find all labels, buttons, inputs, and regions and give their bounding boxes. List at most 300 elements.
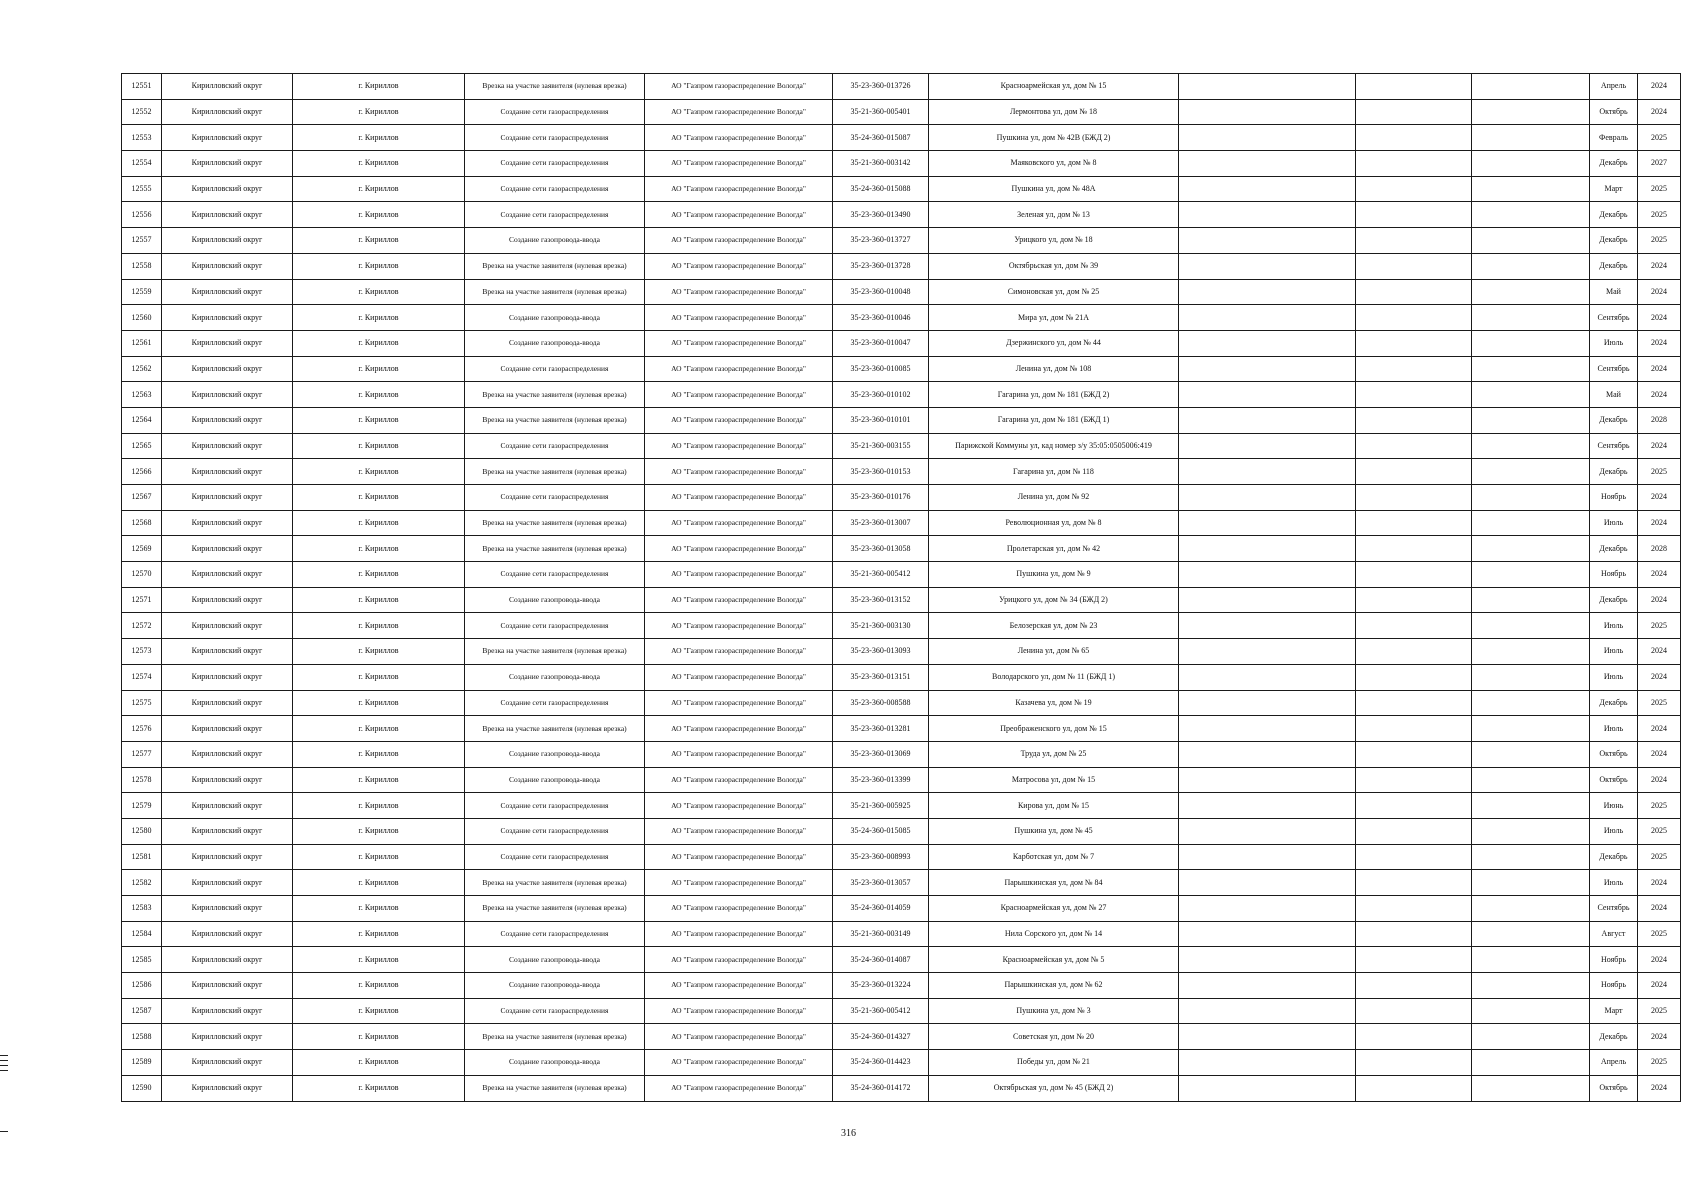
cell-month: Июль xyxy=(1590,330,1638,356)
cell-district: Кирилловский округ xyxy=(162,1024,293,1050)
cell-extra-3 xyxy=(1472,151,1590,177)
cell-month: Август xyxy=(1590,921,1638,947)
cell-extra-3 xyxy=(1472,228,1590,254)
cell-month: Декабрь xyxy=(1590,151,1638,177)
cell-address: Гагарина ул, дом № 181 (БЖД 1) xyxy=(929,407,1179,433)
cell-extra-1 xyxy=(1179,664,1356,690)
cell-year: 2024 xyxy=(1638,587,1681,613)
cell-work-type: Создание газопровода-ввода xyxy=(465,587,645,613)
cell-organization: АО "Газпром газораспределение Вологда" xyxy=(645,793,833,819)
cell-address: Дзержинского ул, дом № 44 xyxy=(929,330,1179,356)
cell-year: 2025 xyxy=(1638,459,1681,485)
cell-organization: АО "Газпром газораспределение Вологда" xyxy=(645,896,833,922)
cell-application-number: 35-24-360-014423 xyxy=(833,1050,929,1076)
cell-extra-1 xyxy=(1179,330,1356,356)
cell-district: Кирилловский округ xyxy=(162,973,293,999)
cell-work-type: Создание сети газораспределения xyxy=(465,176,645,202)
table-row xyxy=(122,973,1681,999)
cell-district: Кирилловский округ xyxy=(162,562,293,588)
cell-month: Ноябрь xyxy=(1590,562,1638,588)
cell-district: Кирилловский округ xyxy=(162,74,293,100)
cell-extra-3 xyxy=(1472,793,1590,819)
cell-address: Урицкого ул, дом № 18 xyxy=(929,228,1179,254)
cell-month: Июль xyxy=(1590,639,1638,665)
table-row xyxy=(122,382,1681,408)
cell-application-number: 35-23-360-010047 xyxy=(833,330,929,356)
cell-extra-2 xyxy=(1356,664,1472,690)
cell-district: Кирилловский округ xyxy=(162,767,293,793)
cell-extra-3 xyxy=(1472,1075,1590,1101)
cell-row-number: 12557 xyxy=(122,228,162,254)
cell-work-type: Создание газопровода-ввода xyxy=(465,305,645,331)
cell-year: 2028 xyxy=(1638,407,1681,433)
cell-locality: г. Кириллов xyxy=(293,1075,465,1101)
cell-address: Пушкина ул, дом № 42В (БЖД 2) xyxy=(929,125,1179,151)
cell-district: Кирилловский округ xyxy=(162,536,293,562)
cell-row-number: 12564 xyxy=(122,407,162,433)
cell-row-number: 12576 xyxy=(122,716,162,742)
cell-extra-3 xyxy=(1472,587,1590,613)
cell-extra-2 xyxy=(1356,947,1472,973)
cell-organization: АО "Газпром газораспределение Вологда" xyxy=(645,973,833,999)
cell-row-number: 12570 xyxy=(122,562,162,588)
cell-extra-2 xyxy=(1356,1024,1472,1050)
cell-extra-2 xyxy=(1356,433,1472,459)
cell-extra-2 xyxy=(1356,1075,1472,1101)
cell-organization: АО "Газпром газораспределение Вологда" xyxy=(645,382,833,408)
cell-application-number: 35-23-360-008588 xyxy=(833,690,929,716)
cell-work-type: Врезка на участке заявителя (нулевая врезка) xyxy=(465,1024,645,1050)
cell-year: 2025 xyxy=(1638,921,1681,947)
cell-year: 2025 xyxy=(1638,844,1681,870)
cell-extra-1 xyxy=(1179,818,1356,844)
cell-application-number: 35-21-360-003142 xyxy=(833,151,929,177)
cell-row-number: 12559 xyxy=(122,279,162,305)
cell-year: 2024 xyxy=(1638,1024,1681,1050)
table-row xyxy=(122,485,1681,511)
cell-extra-1 xyxy=(1179,767,1356,793)
table-row xyxy=(122,896,1681,922)
cell-work-type: Врезка на участке заявителя (нулевая врезка) xyxy=(465,74,645,100)
cell-locality: г. Кириллов xyxy=(293,664,465,690)
cell-month: Март xyxy=(1590,998,1638,1024)
cell-locality: г. Кириллов xyxy=(293,1024,465,1050)
cell-organization: АО "Газпром газораспределение Вологда" xyxy=(645,407,833,433)
cell-organization: АО "Газпром газораспределение Вологда" xyxy=(645,356,833,382)
cell-district: Кирилловский округ xyxy=(162,947,293,973)
cell-year: 2024 xyxy=(1638,305,1681,331)
cell-extra-2 xyxy=(1356,382,1472,408)
cell-district: Кирилловский округ xyxy=(162,253,293,279)
cell-year: 2024 xyxy=(1638,870,1681,896)
cell-year: 2025 xyxy=(1638,793,1681,819)
cell-application-number: 35-21-360-005401 xyxy=(833,99,929,125)
cell-row-number: 12567 xyxy=(122,485,162,511)
cell-extra-3 xyxy=(1472,330,1590,356)
cell-year: 2024 xyxy=(1638,896,1681,922)
cell-year: 2024 xyxy=(1638,485,1681,511)
cell-row-number: 12561 xyxy=(122,330,162,356)
cell-extra-2 xyxy=(1356,202,1472,228)
table-row xyxy=(122,1024,1681,1050)
cell-extra-2 xyxy=(1356,896,1472,922)
cell-month: Июль xyxy=(1590,613,1638,639)
cell-locality: г. Кириллов xyxy=(293,690,465,716)
cell-year: 2024 xyxy=(1638,510,1681,536)
cell-extra-1 xyxy=(1179,690,1356,716)
cell-year: 2024 xyxy=(1638,664,1681,690)
table-row xyxy=(122,228,1681,254)
table-row xyxy=(122,664,1681,690)
cell-locality: г. Кириллов xyxy=(293,356,465,382)
cell-extra-3 xyxy=(1472,433,1590,459)
cell-month: Декабрь xyxy=(1590,690,1638,716)
cell-row-number: 12588 xyxy=(122,1024,162,1050)
cell-row-number: 12583 xyxy=(122,896,162,922)
cell-row-number: 12585 xyxy=(122,947,162,973)
cell-application-number: 35-21-360-003155 xyxy=(833,433,929,459)
cell-year: 2024 xyxy=(1638,253,1681,279)
table-row xyxy=(122,253,1681,279)
cell-district: Кирилловский округ xyxy=(162,1050,293,1076)
cell-application-number: 35-24-360-014059 xyxy=(833,896,929,922)
table-row xyxy=(122,74,1681,100)
cell-year: 2024 xyxy=(1638,973,1681,999)
cell-locality: г. Кириллов xyxy=(293,613,465,639)
cell-organization: АО "Газпром газораспределение Вологда" xyxy=(645,844,833,870)
cell-locality: г. Кириллов xyxy=(293,896,465,922)
cell-row-number: 12586 xyxy=(122,973,162,999)
cell-address: Красноармейская ул, дом № 27 xyxy=(929,896,1179,922)
cell-extra-2 xyxy=(1356,921,1472,947)
cell-address: Октябрьская ул, дом № 45 (БЖД 2) xyxy=(929,1075,1179,1101)
cell-organization: АО "Газпром газораспределение Вологда" xyxy=(645,587,833,613)
cell-application-number: 35-23-360-010153 xyxy=(833,459,929,485)
cell-application-number: 35-23-360-010046 xyxy=(833,305,929,331)
cell-extra-3 xyxy=(1472,510,1590,536)
cell-month: Декабрь xyxy=(1590,844,1638,870)
cell-year: 2025 xyxy=(1638,228,1681,254)
cell-address: Пушкина ул, дом № 48А xyxy=(929,176,1179,202)
cell-locality: г. Кириллов xyxy=(293,793,465,819)
cell-address: Кирова ул, дом № 15 xyxy=(929,793,1179,819)
cell-extra-1 xyxy=(1179,151,1356,177)
cell-month: Февраль xyxy=(1590,125,1638,151)
cell-month: Июль xyxy=(1590,510,1638,536)
cell-district: Кирилловский округ xyxy=(162,998,293,1024)
cell-year: 2025 xyxy=(1638,690,1681,716)
cell-extra-2 xyxy=(1356,305,1472,331)
cell-extra-1 xyxy=(1179,1050,1356,1076)
cell-district: Кирилловский округ xyxy=(162,818,293,844)
cell-extra-2 xyxy=(1356,356,1472,382)
cell-row-number: 12554 xyxy=(122,151,162,177)
cell-month: Ноябрь xyxy=(1590,947,1638,973)
cell-extra-2 xyxy=(1356,613,1472,639)
cell-year: 2024 xyxy=(1638,767,1681,793)
cell-row-number: 12582 xyxy=(122,870,162,896)
cell-row-number: 12566 xyxy=(122,459,162,485)
cell-locality: г. Кириллов xyxy=(293,870,465,896)
cell-work-type: Создание сети газораспределения xyxy=(465,202,645,228)
cell-extra-1 xyxy=(1179,998,1356,1024)
cell-work-type: Создание сети газораспределения xyxy=(465,844,645,870)
cell-organization: АО "Газпром газораспределение Вологда" xyxy=(645,330,833,356)
cell-extra-2 xyxy=(1356,510,1472,536)
cell-extra-3 xyxy=(1472,973,1590,999)
cell-extra-1 xyxy=(1179,716,1356,742)
cell-month: Июль xyxy=(1590,870,1638,896)
cell-work-type: Создание сети газораспределения xyxy=(465,485,645,511)
cell-month: Декабрь xyxy=(1590,228,1638,254)
cell-extra-1 xyxy=(1179,896,1356,922)
cell-application-number: 35-23-360-010048 xyxy=(833,279,929,305)
cell-work-type: Создание сети газораспределения xyxy=(465,921,645,947)
cell-row-number: 12552 xyxy=(122,99,162,125)
cell-extra-1 xyxy=(1179,870,1356,896)
cell-month: Октябрь xyxy=(1590,1075,1638,1101)
cell-year: 2025 xyxy=(1638,202,1681,228)
cell-locality: г. Кириллов xyxy=(293,228,465,254)
cell-address: Белозерская ул, дом № 23 xyxy=(929,613,1179,639)
cell-locality: г. Кириллов xyxy=(293,74,465,100)
cell-extra-1 xyxy=(1179,947,1356,973)
cell-extra-1 xyxy=(1179,536,1356,562)
cell-application-number: 35-23-360-013726 xyxy=(833,74,929,100)
cell-extra-2 xyxy=(1356,151,1472,177)
margin-marks xyxy=(0,1055,8,1136)
cell-locality: г. Кириллов xyxy=(293,1050,465,1076)
cell-extra-2 xyxy=(1356,844,1472,870)
cell-extra-1 xyxy=(1179,793,1356,819)
cell-extra-3 xyxy=(1472,818,1590,844)
cell-extra-2 xyxy=(1356,125,1472,151)
cell-locality: г. Кириллов xyxy=(293,587,465,613)
cell-application-number: 35-21-360-005925 xyxy=(833,793,929,819)
cell-address: Зеленая ул, дом № 13 xyxy=(929,202,1179,228)
cell-extra-1 xyxy=(1179,613,1356,639)
cell-month: Октябрь xyxy=(1590,741,1638,767)
cell-district: Кирилловский округ xyxy=(162,176,293,202)
cell-extra-3 xyxy=(1472,279,1590,305)
cell-application-number: 35-23-360-013069 xyxy=(833,741,929,767)
cell-application-number: 35-21-360-005412 xyxy=(833,562,929,588)
cell-locality: г. Кириллов xyxy=(293,99,465,125)
cell-district: Кирилловский округ xyxy=(162,356,293,382)
cell-organization: АО "Газпром газораспределение Вологда" xyxy=(645,279,833,305)
table-row xyxy=(122,844,1681,870)
table-row xyxy=(122,793,1681,819)
cell-application-number: 35-23-360-013728 xyxy=(833,253,929,279)
cell-address: Гагарина ул, дом № 181 (БЖД 2) xyxy=(929,382,1179,408)
cell-district: Кирилловский округ xyxy=(162,382,293,408)
cell-organization: АО "Газпром газораспределение Вологда" xyxy=(645,1075,833,1101)
cell-month: Апрель xyxy=(1590,1050,1638,1076)
cell-row-number: 12577 xyxy=(122,741,162,767)
cell-extra-1 xyxy=(1179,973,1356,999)
cell-application-number: 35-21-360-003149 xyxy=(833,921,929,947)
cell-month: Ноябрь xyxy=(1590,485,1638,511)
cell-work-type: Врезка на участке заявителя (нулевая врезка) xyxy=(465,639,645,665)
cell-application-number: 35-21-360-003130 xyxy=(833,613,929,639)
cell-work-type: Создание газопровода-ввода xyxy=(465,664,645,690)
cell-district: Кирилловский округ xyxy=(162,587,293,613)
cell-locality: г. Кириллов xyxy=(293,973,465,999)
cell-work-type: Создание газопровода-ввода xyxy=(465,228,645,254)
cell-work-type: Создание сети газораспределения xyxy=(465,562,645,588)
cell-locality: г. Кириллов xyxy=(293,382,465,408)
cell-address: Ленина ул, дом № 65 xyxy=(929,639,1179,665)
cell-work-type: Создание газопровода-ввода xyxy=(465,741,645,767)
cell-organization: АО "Газпром газораспределение Вологда" xyxy=(645,716,833,742)
cell-year: 2024 xyxy=(1638,716,1681,742)
cell-address: Победы ул, дом № 21 xyxy=(929,1050,1179,1076)
cell-row-number: 12568 xyxy=(122,510,162,536)
cell-extra-3 xyxy=(1472,536,1590,562)
cell-organization: АО "Газпром газораспределение Вологда" xyxy=(645,459,833,485)
cell-extra-3 xyxy=(1472,1024,1590,1050)
cell-extra-3 xyxy=(1472,1050,1590,1076)
cell-extra-2 xyxy=(1356,818,1472,844)
cell-extra-2 xyxy=(1356,562,1472,588)
cell-application-number: 35-23-360-013057 xyxy=(833,870,929,896)
cell-application-number: 35-23-360-013490 xyxy=(833,202,929,228)
cell-work-type: Создание газопровода-ввода xyxy=(465,1050,645,1076)
cell-work-type: Создание газопровода-ввода xyxy=(465,767,645,793)
cell-extra-1 xyxy=(1179,125,1356,151)
table-row xyxy=(122,998,1681,1024)
cell-work-type: Создание сети газораспределения xyxy=(465,151,645,177)
cell-district: Кирилловский округ xyxy=(162,228,293,254)
cell-month: Июль xyxy=(1590,818,1638,844)
cell-address: Нила Сорского ул, дом № 14 xyxy=(929,921,1179,947)
cell-extra-3 xyxy=(1472,202,1590,228)
cell-organization: АО "Газпром газораспределение Вологда" xyxy=(645,176,833,202)
table-row xyxy=(122,99,1681,125)
table-row xyxy=(122,176,1681,202)
cell-application-number: 35-23-360-013151 xyxy=(833,664,929,690)
cell-district: Кирилловский округ xyxy=(162,305,293,331)
cell-month: Декабрь xyxy=(1590,202,1638,228)
cell-extra-1 xyxy=(1179,305,1356,331)
cell-extra-2 xyxy=(1356,716,1472,742)
cell-locality: г. Кириллов xyxy=(293,818,465,844)
cell-address: Маяковского ул, дом № 8 xyxy=(929,151,1179,177)
cell-extra-3 xyxy=(1472,716,1590,742)
cell-district: Кирилловский округ xyxy=(162,921,293,947)
cell-work-type: Создание сети газораспределения xyxy=(465,998,645,1024)
cell-work-type: Врезка на участке заявителя (нулевая врезка) xyxy=(465,1075,645,1101)
cell-extra-2 xyxy=(1356,870,1472,896)
cell-extra-2 xyxy=(1356,99,1472,125)
cell-organization: АО "Газпром газораспределение Вологда" xyxy=(645,664,833,690)
cell-row-number: 12590 xyxy=(122,1075,162,1101)
table-row xyxy=(122,818,1681,844)
cell-address: Труда ул, дом № 25 xyxy=(929,741,1179,767)
cell-extra-2 xyxy=(1356,279,1472,305)
cell-extra-3 xyxy=(1472,485,1590,511)
cell-address: Ленина ул, дом № 92 xyxy=(929,485,1179,511)
cell-extra-2 xyxy=(1356,973,1472,999)
cell-year: 2024 xyxy=(1638,99,1681,125)
table-row xyxy=(122,356,1681,382)
cell-application-number: 35-23-360-010102 xyxy=(833,382,929,408)
cell-address: Пролетарская ул, дом № 42 xyxy=(929,536,1179,562)
cell-year: 2027 xyxy=(1638,151,1681,177)
cell-locality: г. Кириллов xyxy=(293,844,465,870)
cell-extra-1 xyxy=(1179,741,1356,767)
cell-extra-3 xyxy=(1472,741,1590,767)
cell-extra-3 xyxy=(1472,998,1590,1024)
cell-locality: г. Кириллов xyxy=(293,485,465,511)
cell-address: Парышкинская ул, дом № 84 xyxy=(929,870,1179,896)
cell-month: Декабрь xyxy=(1590,253,1638,279)
cell-application-number: 35-24-360-014172 xyxy=(833,1075,929,1101)
table-row xyxy=(122,639,1681,665)
table-row xyxy=(122,510,1681,536)
cell-extra-2 xyxy=(1356,407,1472,433)
cell-locality: г. Кириллов xyxy=(293,330,465,356)
cell-district: Кирилловский округ xyxy=(162,664,293,690)
cell-row-number: 12556 xyxy=(122,202,162,228)
cell-address: Советская ул, дом № 20 xyxy=(929,1024,1179,1050)
gasification-schedule-table xyxy=(121,73,1681,1102)
cell-district: Кирилловский округ xyxy=(162,510,293,536)
cell-locality: г. Кириллов xyxy=(293,253,465,279)
cell-organization: АО "Газпром газораспределение Вологда" xyxy=(645,99,833,125)
cell-district: Кирилловский округ xyxy=(162,1075,293,1101)
cell-work-type: Создание сети газораспределения xyxy=(465,99,645,125)
cell-address: Парышкинская ул, дом № 62 xyxy=(929,973,1179,999)
cell-district: Кирилловский округ xyxy=(162,279,293,305)
cell-district: Кирилловский округ xyxy=(162,690,293,716)
cell-extra-1 xyxy=(1179,510,1356,536)
cell-work-type: Врезка на участке заявителя (нулевая врезка) xyxy=(465,382,645,408)
table-row xyxy=(122,536,1681,562)
table-row xyxy=(122,407,1681,433)
cell-extra-2 xyxy=(1356,228,1472,254)
cell-district: Кирилловский округ xyxy=(162,793,293,819)
cell-row-number: 12560 xyxy=(122,305,162,331)
cell-row-number: 12572 xyxy=(122,613,162,639)
cell-organization: АО "Газпром газораспределение Вологда" xyxy=(645,1024,833,1050)
cell-district: Кирилловский округ xyxy=(162,870,293,896)
cell-district: Кирилловский округ xyxy=(162,99,293,125)
cell-month: Октябрь xyxy=(1590,99,1638,125)
cell-application-number: 35-24-360-014087 xyxy=(833,947,929,973)
cell-year: 2024 xyxy=(1638,947,1681,973)
cell-extra-1 xyxy=(1179,202,1356,228)
cell-year: 2024 xyxy=(1638,639,1681,665)
cell-year: 2024 xyxy=(1638,562,1681,588)
cell-extra-3 xyxy=(1472,639,1590,665)
cell-organization: АО "Газпром газораспределение Вологда" xyxy=(645,998,833,1024)
cell-extra-2 xyxy=(1356,74,1472,100)
cell-organization: АО "Газпром газораспределение Вологда" xyxy=(645,767,833,793)
cell-district: Кирилловский округ xyxy=(162,459,293,485)
cell-address: Пушкина ул, дом № 3 xyxy=(929,998,1179,1024)
cell-year: 2024 xyxy=(1638,433,1681,459)
cell-year: 2024 xyxy=(1638,1075,1681,1101)
cell-locality: г. Кириллов xyxy=(293,998,465,1024)
cell-address: Революционная ул, дом № 8 xyxy=(929,510,1179,536)
cell-year: 2025 xyxy=(1638,998,1681,1024)
cell-organization: АО "Газпром газораспределение Вологда" xyxy=(645,228,833,254)
cell-extra-3 xyxy=(1472,664,1590,690)
cell-organization: АО "Газпром газораспределение Вологда" xyxy=(645,870,833,896)
cell-row-number: 12581 xyxy=(122,844,162,870)
cell-application-number: 35-24-360-015088 xyxy=(833,176,929,202)
